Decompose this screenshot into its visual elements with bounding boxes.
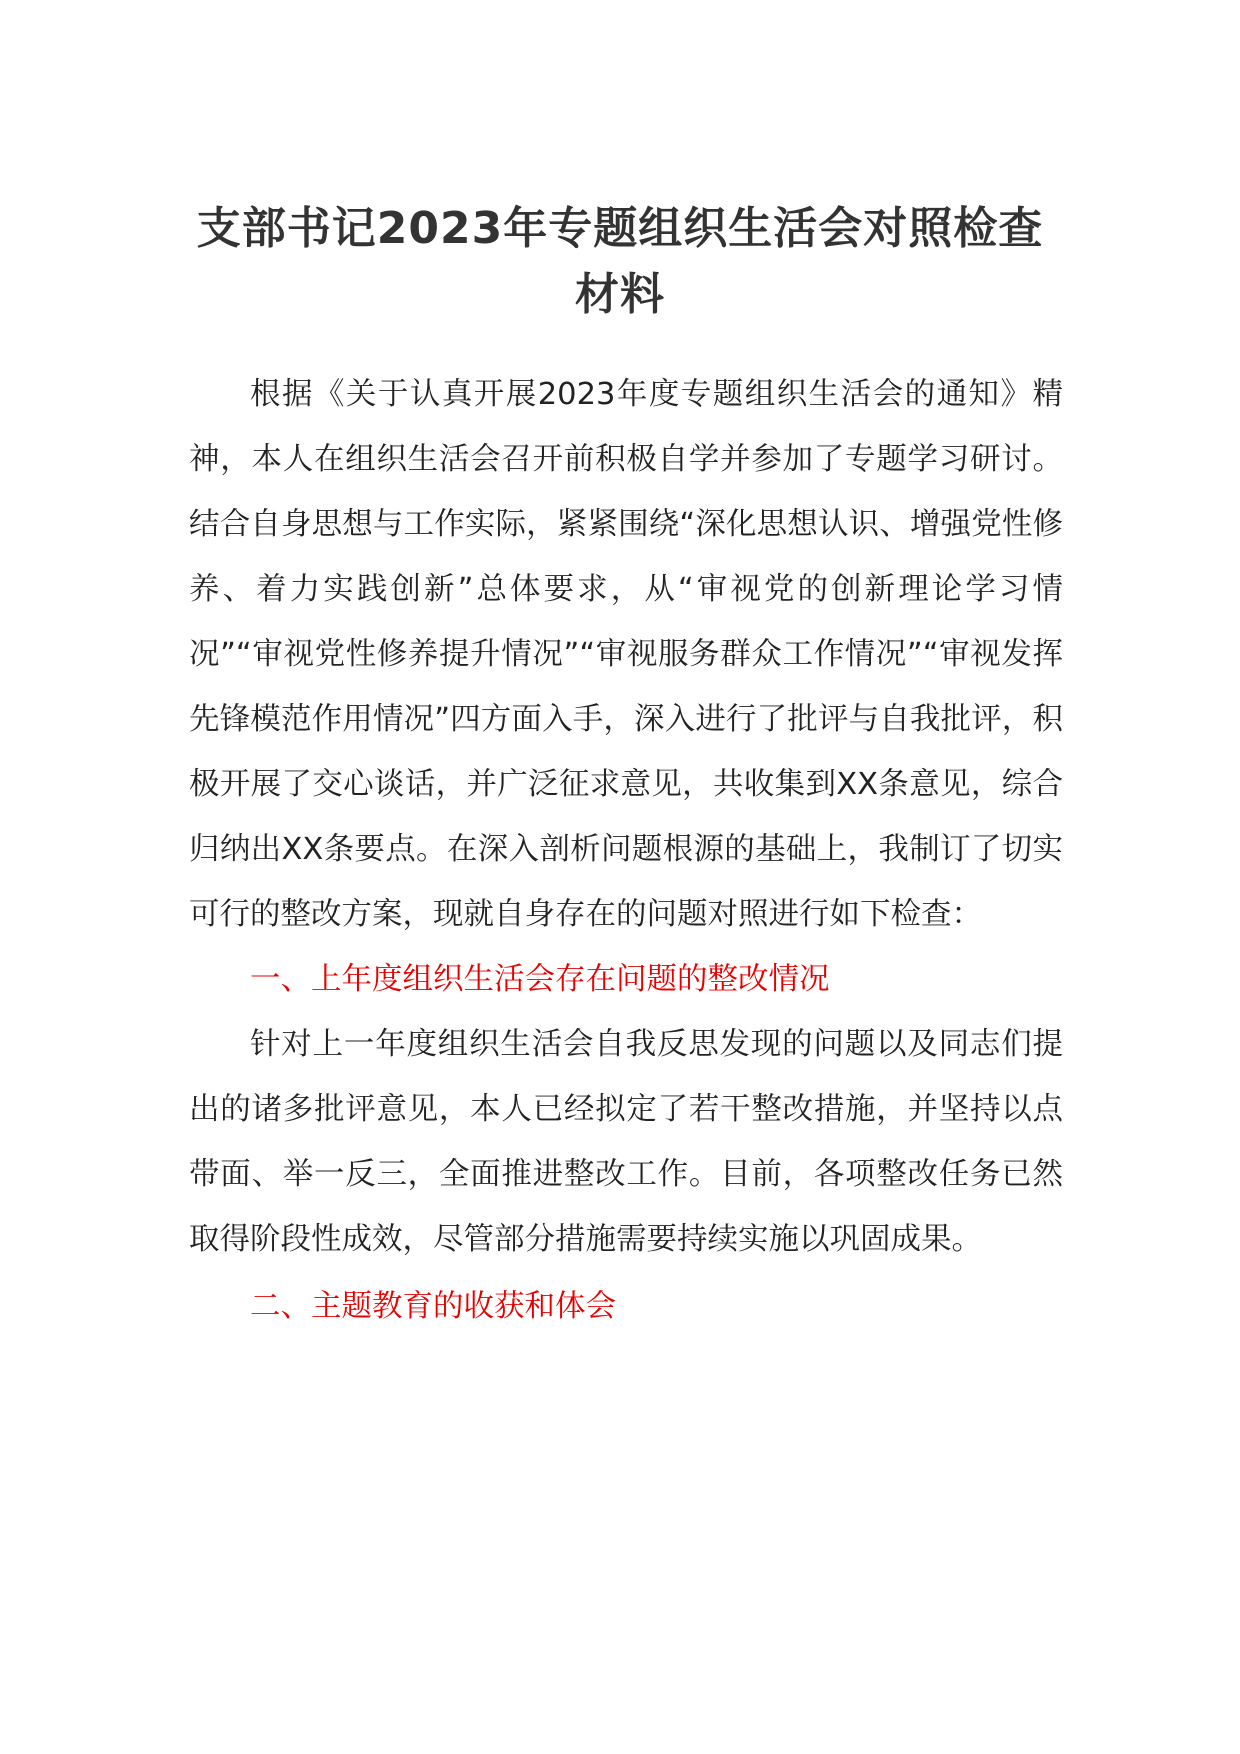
section-heading-1: 一、上年度组织生活会存在问题的整改情况 [250, 962, 830, 997]
section-heading-2: 二、主题教育的收获和体会 [250, 1289, 616, 1324]
intro-paragraph: 根据《关于认真开展2023年度专题组织生活会的通知》精神，本人在组织生活会召开前积极自学并参加了专题学习研讨。结合自身思想与工作实际，紧紧围绕“深化思想认识、增强党性修养、着力实践创新”总体要求，从“审视党的创新理论学习情况”“审视党性修养提升情况”“审视服务群众工作情况”“审视发挥先锋模范作用情况”四方面入手，深入进行了批评与自我批评，积极开展了交心谈话，并广泛征求意见，共收集到XX条意见，综合归纳出XX条要点。在深入剖析问题根源的基础上，我制订了切实可行的整改方案，现就自身存在的问题对照进行如下检查： [189, 377, 1063, 932]
document-body [189, 362, 1063, 1339]
section-1-paragraph: 针对上一年度组织生活会自我反思发现的问题以及同志们提出的诸多批评意见，本人已经拟定了若干整改措施，并坚持以点带面、举一反三，全面推进整改工作。目前，各项整改任务已然取得阶段性成效，尽管部分措施需要持续实施以巩固成果。 [189, 1027, 1063, 1257]
document-title: 支部书记2023年专题组织生活会对照检查材料 [196, 203, 1044, 320]
